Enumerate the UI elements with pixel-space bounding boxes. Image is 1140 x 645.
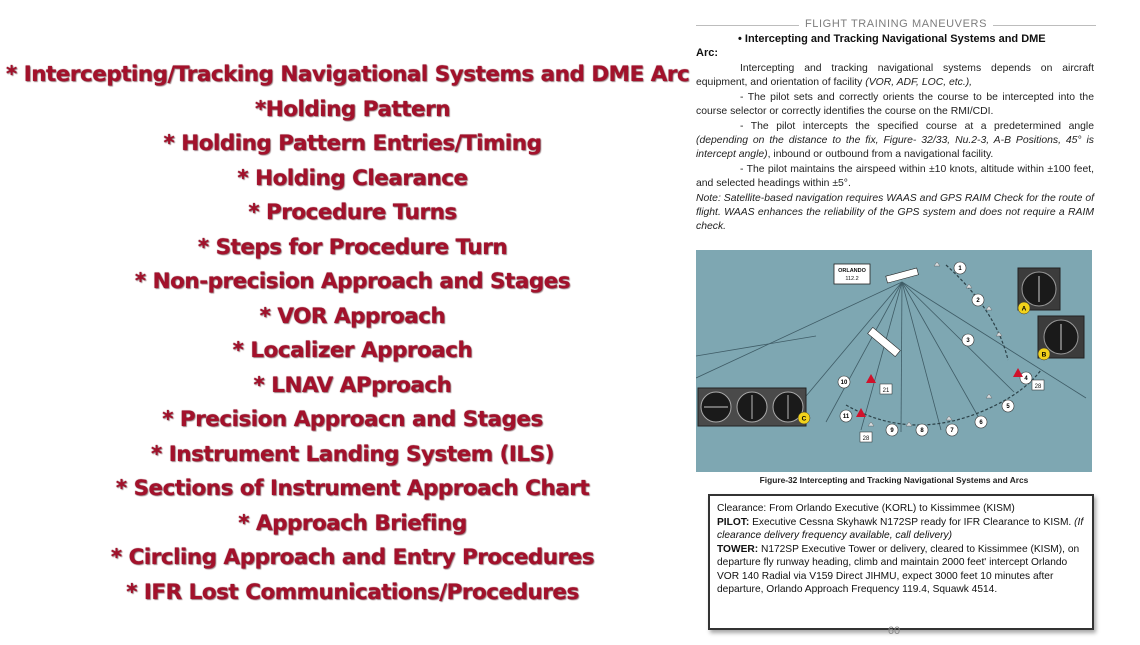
waypoint-label: 8 <box>920 428 924 434</box>
paragraph-italic: (depending on the distance to the fix, Figure- 32/33, Nu.2-3, A-B Positions, 45° is intercept angle) <box>696 135 1094 161</box>
waypoint-label: 3 <box>966 338 970 344</box>
topic-list <box>0 58 705 610</box>
topic-item: * Procedure Turns <box>248 200 457 225</box>
pilot-italic: (If clearance delivery frequency available, call delivery) <box>717 516 1084 541</box>
waypoint-label: 7 <box>950 428 954 434</box>
waypoint-label: 6 <box>979 420 983 426</box>
topic-item: *Holding Pattern <box>254 96 451 122</box>
topic-item: * LNAV APproach <box>253 372 452 398</box>
figure-diagram <box>696 250 1092 472</box>
tower-label: TOWER: <box>717 543 759 555</box>
pilot-line <box>717 516 1085 543</box>
topic-item: * Intercepting/Tracking Navigational Systems and DME Arc <box>6 62 690 87</box>
waypoint-label: 10 <box>840 380 848 386</box>
running-head-title: FLIGHT TRAINING MANEUVERS <box>799 18 993 30</box>
instrument-a <box>1018 268 1060 314</box>
topic-item: * Circling Approach and Entry Procedures <box>110 545 595 570</box>
paragraph <box>696 163 1094 192</box>
topic-item: * Approach Briefing <box>238 510 467 536</box>
paragraph-text: , inbound or outbound from a navigational facility. <box>767 149 994 161</box>
tower-line <box>717 543 1085 597</box>
topic-item: * Instrument Landing System (ILS) <box>151 441 554 467</box>
running-head <box>696 18 1096 32</box>
paragraph-text: - The pilot sets and correctly orients the course to be intercepted into the course selector or correctly identifies the course on the RMI/CDI. <box>696 91 1094 118</box>
note: Note: Satellite-based navigation requires WAAS and GPS RAIM Check for the route of flight. WAAS enhances the reliability of the GPS system and does not require a RAIM check. <box>696 192 1094 233</box>
waypoint-label: 2 <box>976 298 980 304</box>
paragraph-italic: (VOR, ADF, LOC, etc.), <box>865 77 973 89</box>
section-title-line2: Arc: <box>696 47 719 59</box>
navigation-figure <box>696 250 1092 472</box>
waypoint-label: 9 <box>890 428 894 434</box>
topic-item: * VOR Approach <box>259 303 446 329</box>
vor-info-box <box>834 264 870 284</box>
instrument-c <box>698 388 810 426</box>
paragraph <box>696 62 1094 91</box>
paragraph-text: - The pilot intercepts the specified course at a predetermined angle <box>740 120 1094 132</box>
waypoint-label: 1 <box>958 266 962 272</box>
topic-item: * Holding Pattern Entries/Timing <box>163 131 542 156</box>
topic-item: * Sections of Instrument Approach Chart <box>115 476 590 501</box>
book-page <box>696 14 1098 642</box>
waypoint-label: 4 <box>1024 376 1028 382</box>
instrument-label: B <box>1041 351 1047 359</box>
fix-label: 28 <box>1034 384 1042 390</box>
topic-item: * Localizer Approach <box>232 338 473 363</box>
paragraph <box>696 91 1094 120</box>
instrument-label: C <box>801 415 807 423</box>
instrument-b <box>1038 316 1084 360</box>
paragraph <box>696 120 1094 163</box>
pilot-text: Executive Cessna Skyhawk N172SP ready for IFR Clearance to KISM. <box>749 516 1075 528</box>
instrument-label: A <box>1021 305 1027 313</box>
fix-label: 21 <box>882 388 890 394</box>
section-title-line1: • Intercepting and Tracking Navigational Systems and DME <box>738 33 1046 45</box>
page-number: 60 <box>887 625 901 637</box>
clearance-line: Clearance: From Orlando Executive (KORL) to Kissimmee (KISM) <box>717 503 1015 514</box>
waypoint-label: 11 <box>842 414 850 420</box>
body-text <box>696 62 1094 235</box>
topic-item: * Holding Clearance <box>237 165 468 191</box>
pilot-label: PILOT: <box>717 516 750 528</box>
topic-item: * Non-precision Approach and Stages <box>134 269 571 294</box>
paragraph-text: - The pilot maintains the airspeed within ±10 knots, altitude within ±100 feet, and selected headings within ±5°. <box>696 163 1094 190</box>
clearance-box <box>708 494 1094 630</box>
tower-text: N172SP Executive Tower or delivery, cleared to Kissimmee (KISM), on departure fly runway heading, climb and maintain 2000 feet' intercept Orlando VOR 140 Radial via V159 Direct JIHMU, expect 3000 feet 10 minutes after departure, Orlando Approach Frequency 119.4, Squawk 4514. <box>717 543 1080 595</box>
paragraph-text: Intercepting and tracking navigational systems depends on aircraft equipment, and orientation of facility <box>696 63 1094 89</box>
vor-name: ORLANDO <box>838 268 866 274</box>
topic-item: * IFR Lost Communications/Procedures <box>126 579 579 605</box>
section-title <box>696 32 1096 60</box>
fix-label: 28 <box>862 436 870 442</box>
vor-frequency: 112.2 <box>845 276 859 282</box>
waypoint-label: 5 <box>1006 404 1010 410</box>
topic-item: * Steps for Procedure Turn <box>197 234 508 260</box>
topic-item: * Precision Approacn and Stages <box>162 407 543 432</box>
figure-caption: Figure-32 Intercepting and Tracking Navigational Systems and Arcs <box>759 475 1029 485</box>
